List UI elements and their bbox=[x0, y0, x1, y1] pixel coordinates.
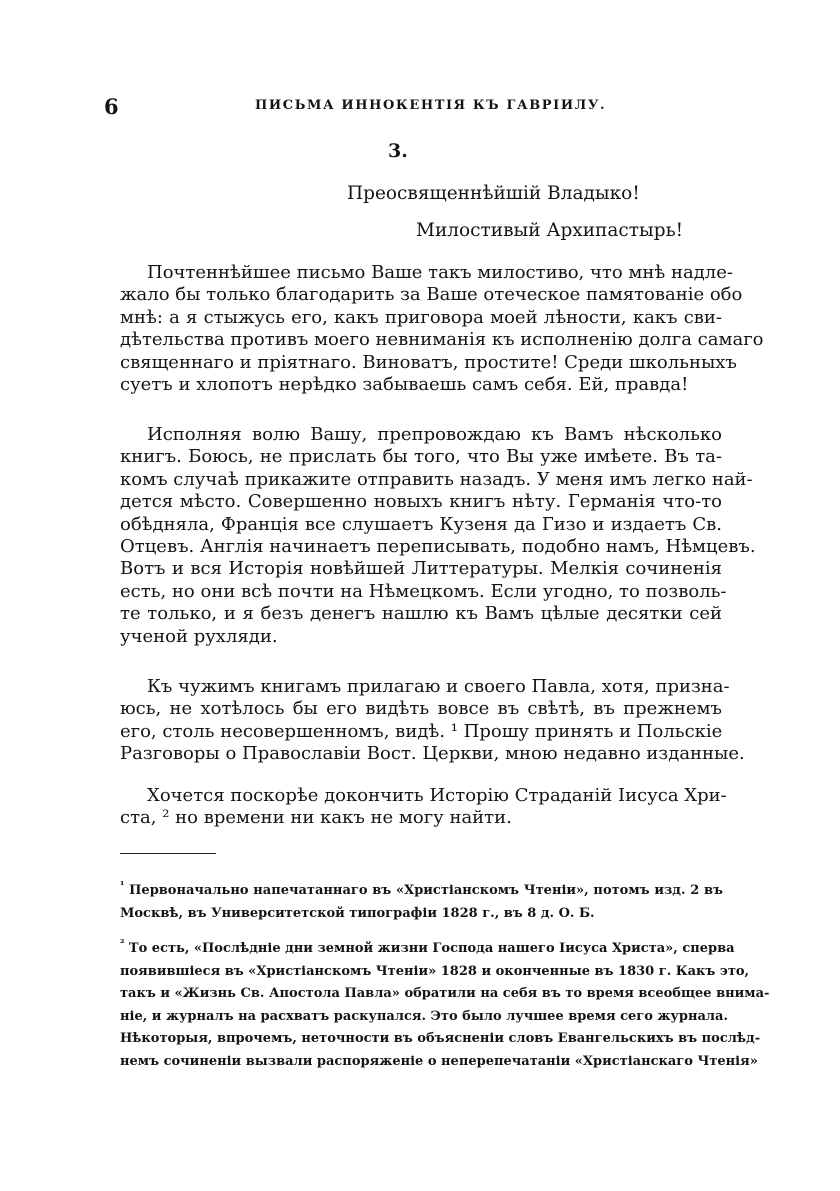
salutation-secondary: Милостивый Архипастырь! bbox=[416, 220, 684, 241]
text-line: есть, но они всѣ почти на Нѣмецкомъ. Если угодно, то позволь- bbox=[120, 580, 727, 602]
text-line: Отцевъ. Англія начинаетъ переписывать, подобно намъ, Нѣмцевъ. bbox=[120, 536, 756, 558]
paragraph-3 bbox=[120, 676, 745, 766]
text-line: юсь, не хотѣлось бы его видѣть вовсе въ свѣтѣ, въ прежнемъ bbox=[120, 698, 722, 720]
footnote-line: немъ сочиненіи вызвали распоряженіе о неперепечатаніи «Христіанскаго Чтенія» bbox=[120, 1053, 758, 1069]
text-line: книгъ. Боюсь, не прислать бы того, что Вы уже имѣете. Въ та- bbox=[120, 446, 722, 468]
text-line: те только, и я безъ денегъ нашлю къ Вамъ цѣлые десятки сей bbox=[120, 603, 722, 625]
footnote-text: То есть, «Послѣдніе дни земной жизни Господа нашего Іисуса Христа», сперва bbox=[128, 941, 735, 956]
text-line: Къ чужимъ книгамъ прилагаю и своего Павла, хотя, призна- bbox=[147, 676, 730, 697]
footnote-line: такъ и «Жизнь Св. Апостола Павла» обратили на себя въ то время всеобщее внима- bbox=[120, 986, 770, 1001]
text-line: ученой рухляди. bbox=[120, 625, 278, 647]
text-line: Исполняя волю Вашу, препровождаю къ Вамъ нѣсколько bbox=[147, 424, 722, 445]
text-line: суетъ и хлопотъ нерѣдко забываешь самъ себя. Ей, правда! bbox=[120, 374, 689, 396]
footnote-2 bbox=[120, 938, 770, 1073]
text-line: Вотъ и вся Исторія новѣйшей Литтературы. Мелкія сочиненія bbox=[120, 558, 722, 580]
footnote-1 bbox=[120, 880, 723, 925]
footnote-line: ніе, и журналъ на расхватъ раскупался. Это было лучшее время сего журнала. bbox=[120, 1008, 729, 1024]
footnote-marker: ² bbox=[120, 938, 125, 950]
footnote-line bbox=[120, 880, 723, 903]
text-line: обѣдняла, Франція все слушаетъ Кузеня да Гизо и издаетъ Св. bbox=[120, 513, 722, 535]
footnote-line: Москвѣ, въ Университетской типографіи 1828 г., въ 8 д. О. Б. bbox=[120, 905, 595, 921]
paragraph-4 bbox=[120, 785, 727, 830]
paragraph-2 bbox=[120, 424, 756, 648]
text-line: Почтеннѣйшее письмо Ваше такъ милостиво, что мнѣ надле- bbox=[147, 262, 733, 283]
footnote-line: появившіеся въ «Христіанскомъ Чтеніи» 1828 и оконченные въ 1830 г. Какъ это, bbox=[120, 963, 750, 979]
paragraph-1 bbox=[120, 262, 764, 396]
page-number: 6 bbox=[104, 94, 119, 119]
text-line: Разговоры о Православіи Вост. Церкви, мною недавно изданные. bbox=[120, 743, 745, 765]
text-line: дется мѣсто. Совершенно новыхъ книгъ нѣту. Германія что-то bbox=[120, 491, 722, 513]
footnote-line bbox=[120, 938, 735, 961]
text-line: дѣтельства противъ моего невниманія къ исполненію долга самаго bbox=[120, 329, 764, 351]
text-line: его, столь несовершенномъ, видѣ. ¹ Прошу принять и Польскіе bbox=[120, 720, 723, 742]
text-line: священнаго и пріятнаго. Виноватъ, простите! Среди школьныхъ bbox=[120, 351, 737, 373]
text-line: комъ случаѣ прикажите отправить назадъ. У меня имъ легко най- bbox=[120, 468, 753, 490]
salutation-primary: Преосвященнѣйшій Владыко! bbox=[347, 183, 640, 204]
letter-number: 3. bbox=[388, 140, 408, 162]
footnote-divider bbox=[120, 853, 216, 854]
text-line: Хочется поскорѣе докончить Исторію Страданій Іисуса Хри- bbox=[147, 785, 727, 806]
footnote-text: Первоначально напечатаннаго въ «Христіанскомъ Чтеніи», потомъ изд. 2 въ bbox=[129, 883, 724, 898]
footnote-marker: ¹ bbox=[120, 880, 125, 892]
text-line: жало бы только благодарить за Ваше отеческое памятованіе обо bbox=[120, 284, 743, 306]
text-line: ста, ² но времени ни какъ не могу найти. bbox=[120, 807, 512, 829]
footnote-line: Нѣкоторыя, впрочемъ, неточности въ объясненіи словъ Евангельскихъ въ послѣд- bbox=[120, 1031, 761, 1046]
text-line: мнѣ: а я стыжусь его, какъ приговора моей лѣности, какъ сви- bbox=[120, 306, 722, 328]
running-head: ПИСЬМА ИННОКЕНТІЯ КЪ ГАВРІИЛУ. bbox=[255, 98, 607, 113]
